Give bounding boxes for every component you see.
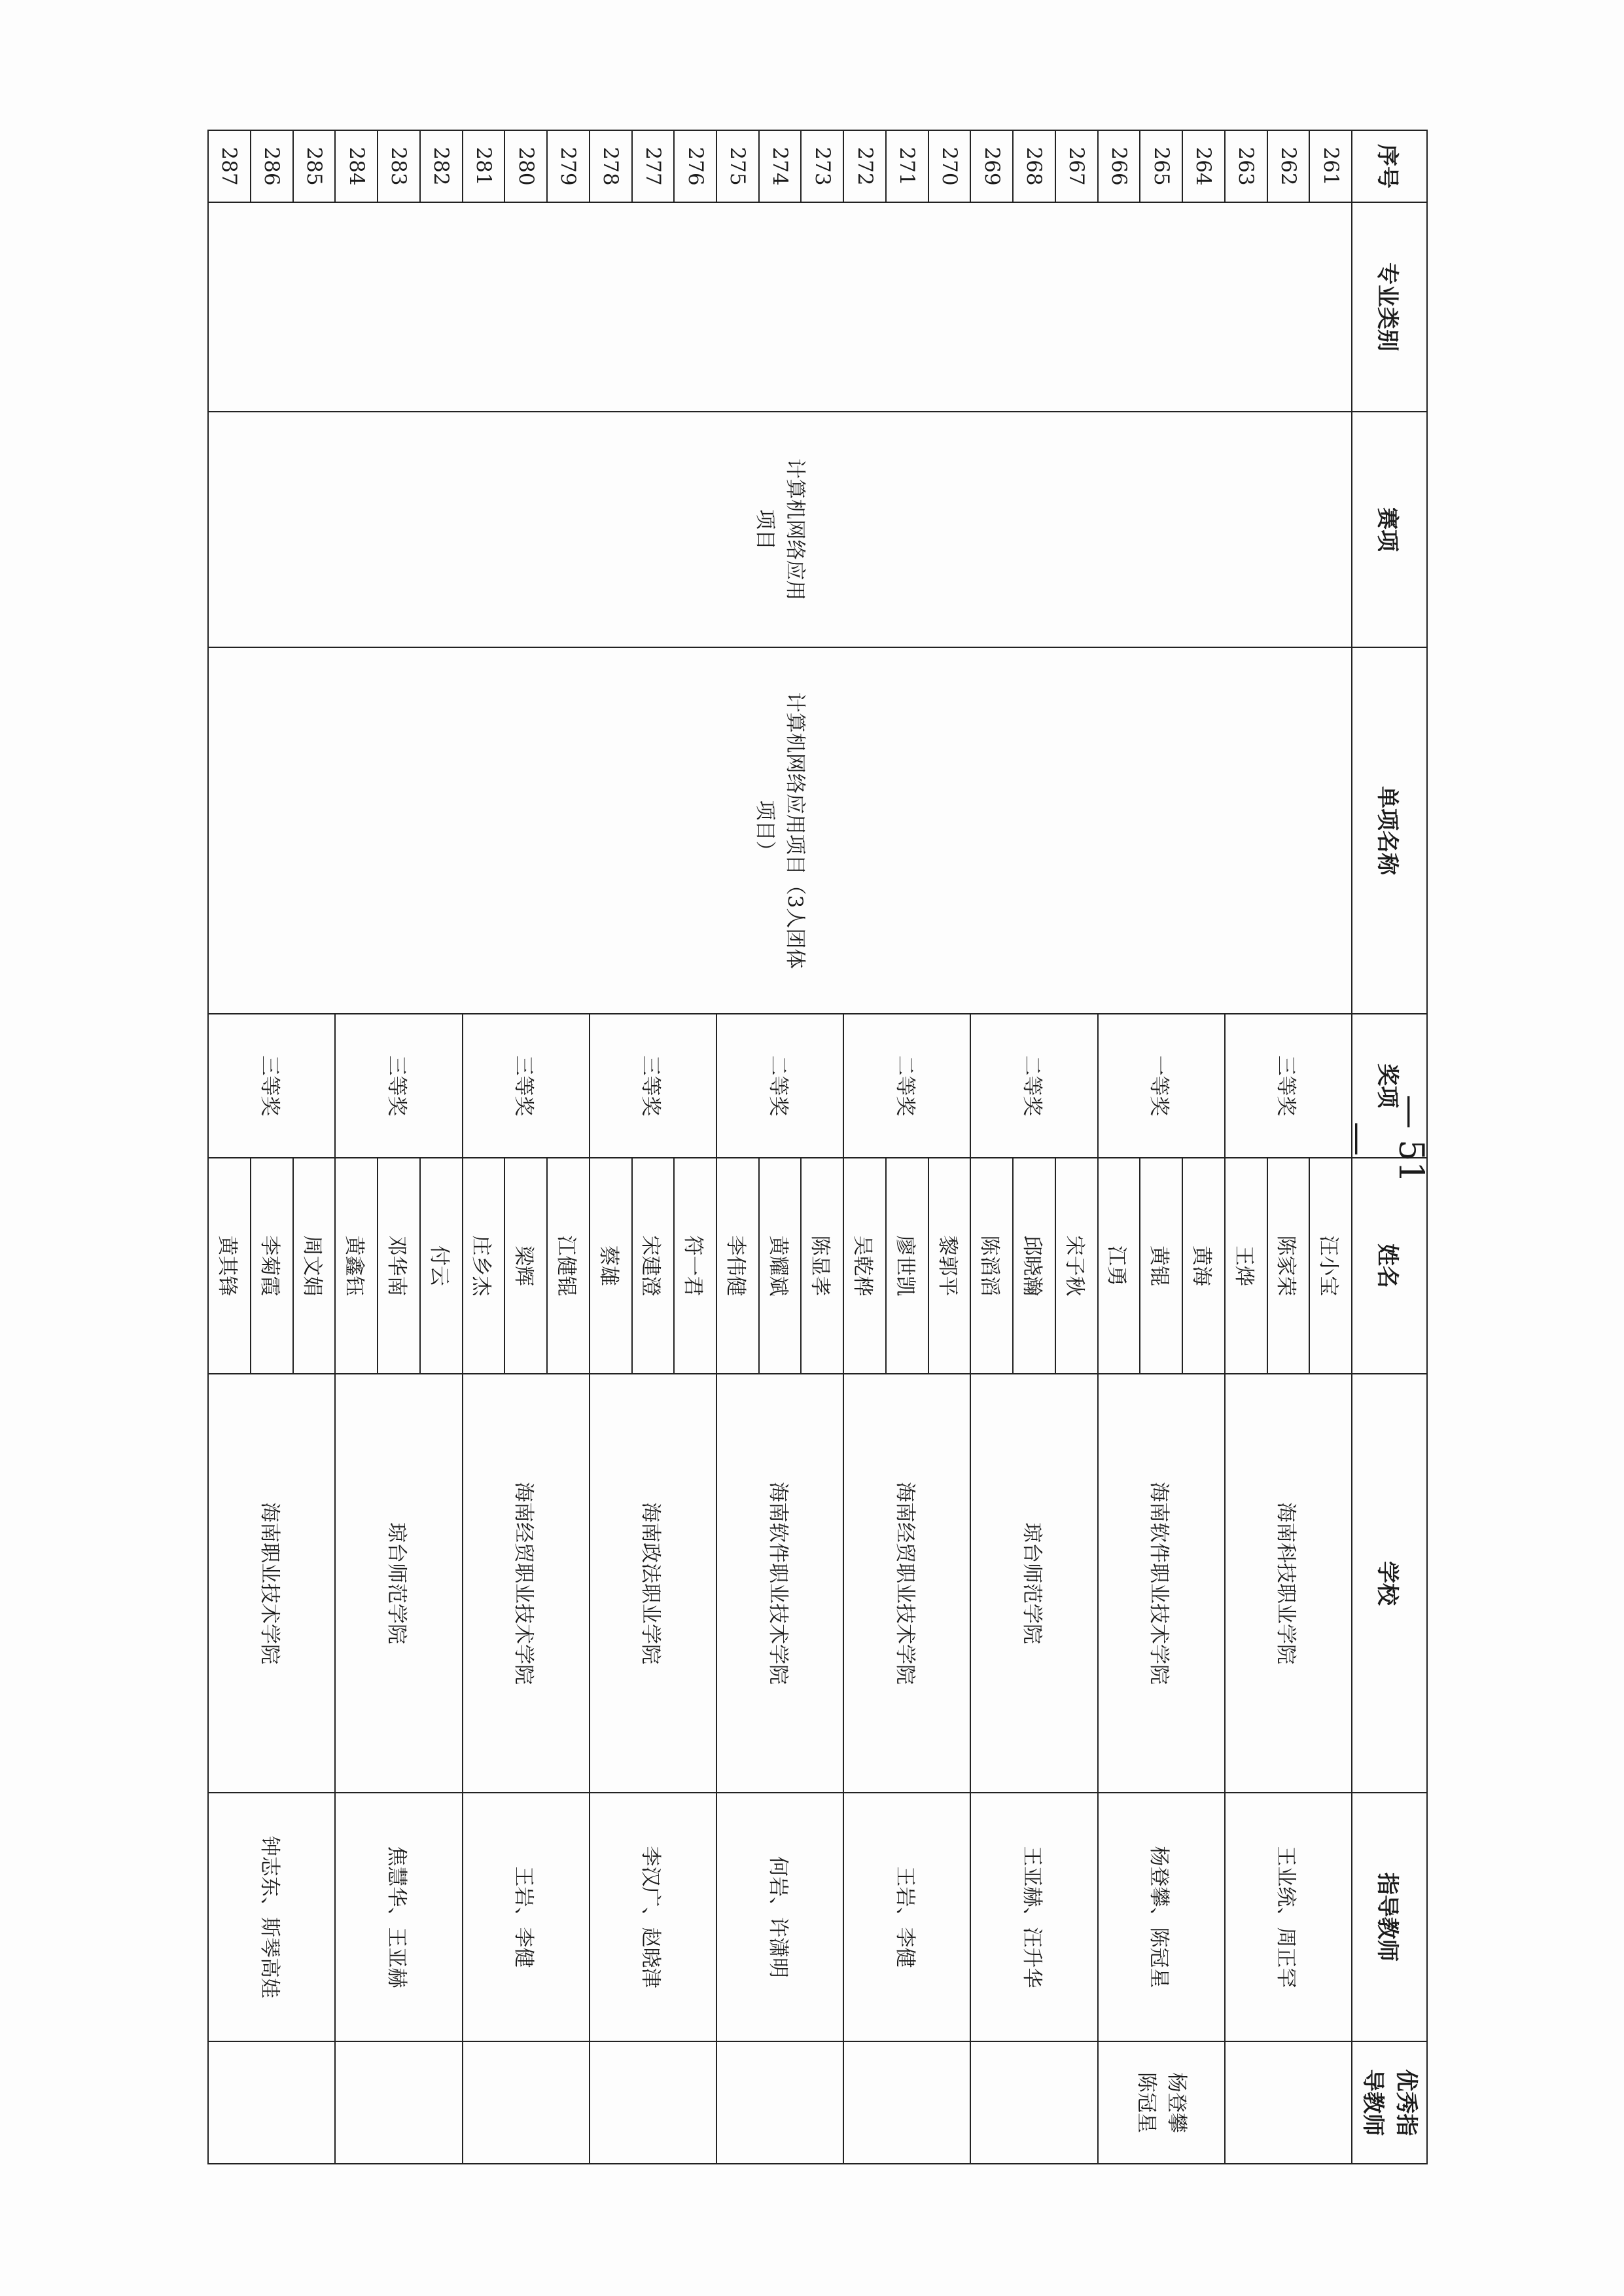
seq-cell: 265 bbox=[1140, 130, 1182, 202]
name-cell: 蔡雄 bbox=[590, 1158, 632, 1374]
school-cell: 海南政法职业学院 bbox=[590, 1374, 716, 1793]
name-cell: 邓华南 bbox=[378, 1158, 420, 1374]
award-cell: 二等奖 bbox=[970, 1014, 1097, 1158]
event-cell: 计算机网络应用 项目 bbox=[208, 412, 1352, 647]
seq-cell: 268 bbox=[1013, 130, 1055, 202]
name-cell: 梁辉 bbox=[504, 1158, 547, 1374]
name-cell: 黎郭平 bbox=[928, 1158, 971, 1374]
header-name: 姓名 bbox=[1352, 1158, 1427, 1374]
header-school: 学校 bbox=[1352, 1374, 1427, 1793]
name-cell: 宋子秋 bbox=[1055, 1158, 1098, 1374]
name-cell: 王烨 bbox=[1225, 1158, 1267, 1374]
seq-cell: 280 bbox=[504, 130, 547, 202]
seq-cell: 272 bbox=[843, 130, 886, 202]
seq-cell: 262 bbox=[1267, 130, 1310, 202]
seq-cell: 277 bbox=[632, 130, 675, 202]
header-event: 赛项 bbox=[1352, 412, 1427, 647]
name-cell: 黄鑫钰 bbox=[335, 1158, 378, 1374]
teacher-cell: 钟志东、斯琴高娃 bbox=[208, 1793, 335, 2041]
name-cell: 江健锟 bbox=[547, 1158, 590, 1374]
name-cell: 吴乾桦 bbox=[843, 1158, 886, 1374]
excellent-teacher-cell: 杨登攀 陈冠星 bbox=[1098, 2041, 1225, 2164]
seq-cell: 281 bbox=[463, 130, 505, 202]
teacher-cell: 何岩、许潇明 bbox=[716, 1793, 843, 2041]
seq-cell: 283 bbox=[378, 130, 420, 202]
school-cell: 海南经贸职业技术学院 bbox=[463, 1374, 590, 1793]
name-cell: 付云 bbox=[420, 1158, 463, 1374]
rotated-table-wrapper bbox=[207, 130, 1428, 2163]
seq-cell: 286 bbox=[251, 130, 293, 202]
name-cell: 陈家荣 bbox=[1267, 1158, 1310, 1374]
excellent-teacher-cell bbox=[463, 2041, 590, 2164]
table-body bbox=[208, 130, 1352, 2164]
excellent-teacher-cell bbox=[208, 2041, 335, 2164]
teacher-cell: 杨登攀、陈冠星 bbox=[1098, 1793, 1225, 2041]
school-cell: 海南软件职业技术学院 bbox=[1098, 1374, 1225, 1793]
excellent-teacher-cell bbox=[716, 2041, 843, 2164]
award-cell: 一等奖 bbox=[1098, 1014, 1225, 1158]
school-cell: 海南科技职业学院 bbox=[1225, 1374, 1352, 1793]
name-cell: 黄其锋 bbox=[208, 1158, 251, 1374]
award-cell: 三等奖 bbox=[463, 1014, 590, 1158]
seq-cell: 279 bbox=[547, 130, 590, 202]
name-cell: 黄耀斌 bbox=[759, 1158, 802, 1374]
name-cell: 陈显孝 bbox=[801, 1158, 843, 1374]
header-award: 奖项 bbox=[1352, 1014, 1427, 1158]
item-cell: 计算机网络应用项目（3人团体 项目） bbox=[208, 647, 1352, 1014]
header-excellent: 优秀指 导教师 bbox=[1352, 2041, 1427, 2164]
header-item: 单项名称 bbox=[1352, 647, 1427, 1014]
seq-cell: 285 bbox=[293, 130, 336, 202]
seq-cell: 284 bbox=[335, 130, 378, 202]
header-major: 专业类别 bbox=[1352, 202, 1427, 412]
seq-cell: 273 bbox=[801, 130, 843, 202]
teacher-cell: 王岩、李健 bbox=[843, 1793, 970, 2041]
seq-cell: 271 bbox=[886, 130, 928, 202]
excellent-teacher-cell bbox=[1225, 2041, 1352, 2164]
header-seq: 序号 bbox=[1352, 130, 1427, 202]
excellent-teacher-cell bbox=[335, 2041, 462, 2164]
page-number: — 51 — bbox=[1339, 1094, 1430, 1183]
award-cell: 三等奖 bbox=[590, 1014, 716, 1158]
seq-cell: 274 bbox=[759, 130, 802, 202]
name-cell: 廖世凯 bbox=[886, 1158, 928, 1374]
seq-cell: 269 bbox=[970, 130, 1013, 202]
award-cell: 二等奖 bbox=[843, 1014, 970, 1158]
seq-cell: 264 bbox=[1182, 130, 1225, 202]
seq-cell: 276 bbox=[674, 130, 716, 202]
name-cell: 邱晓瀚 bbox=[1013, 1158, 1055, 1374]
excellent-teacher-cell bbox=[970, 2041, 1097, 2164]
name-cell: 符一君 bbox=[674, 1158, 716, 1374]
name-cell: 黄锟 bbox=[1140, 1158, 1182, 1374]
name-cell: 汪小宝 bbox=[1309, 1158, 1352, 1374]
seq-cell: 275 bbox=[716, 130, 759, 202]
school-cell: 琼台师范学院 bbox=[970, 1374, 1097, 1793]
header-teacher: 指导教师 bbox=[1352, 1793, 1427, 2041]
seq-cell: 266 bbox=[1098, 130, 1140, 202]
name-cell: 陈滔滔 bbox=[970, 1158, 1013, 1374]
name-cell: 周文娟 bbox=[293, 1158, 336, 1374]
seq-cell: 282 bbox=[420, 130, 463, 202]
award-cell: 二等奖 bbox=[716, 1014, 843, 1158]
school-cell: 海南经贸职业技术学院 bbox=[843, 1374, 970, 1793]
award-cell: 三等奖 bbox=[208, 1014, 335, 1158]
teacher-cell: 王业统、周正罕 bbox=[1225, 1793, 1352, 2041]
seq-cell: 278 bbox=[590, 130, 632, 202]
school-cell: 海南职业技术学院 bbox=[208, 1374, 335, 1793]
name-cell: 李伟健 bbox=[716, 1158, 759, 1374]
school-cell: 海南软件职业技术学院 bbox=[716, 1374, 843, 1793]
award-cell: 三等奖 bbox=[335, 1014, 462, 1158]
seq-cell: 287 bbox=[208, 130, 251, 202]
seq-cell: 263 bbox=[1225, 130, 1267, 202]
major-cell bbox=[208, 202, 1352, 412]
teacher-cell: 李汉广、赵晓津 bbox=[590, 1793, 716, 2041]
name-cell: 黄海 bbox=[1182, 1158, 1225, 1374]
excellent-teacher-cell bbox=[843, 2041, 970, 2164]
seq-cell: 261 bbox=[1309, 130, 1352, 202]
name-cell: 庄乡杰 bbox=[463, 1158, 505, 1374]
school-cell: 琼台师范学院 bbox=[335, 1374, 462, 1793]
award-table bbox=[207, 130, 1428, 2164]
seq-cell: 267 bbox=[1055, 130, 1098, 202]
teacher-cell: 焦慧华、王亚赫 bbox=[335, 1793, 462, 2041]
teacher-cell: 王岩、李健 bbox=[463, 1793, 590, 2041]
excellent-teacher-cell bbox=[590, 2041, 716, 2164]
name-cell: 宋建澄 bbox=[632, 1158, 675, 1374]
teacher-cell: 王亚赫、汪升华 bbox=[970, 1793, 1097, 2041]
seq-cell: 270 bbox=[928, 130, 971, 202]
name-cell: 江勇 bbox=[1098, 1158, 1140, 1374]
name-cell: 李菊霞 bbox=[251, 1158, 293, 1374]
award-cell: 三等奖 bbox=[1225, 1014, 1352, 1158]
